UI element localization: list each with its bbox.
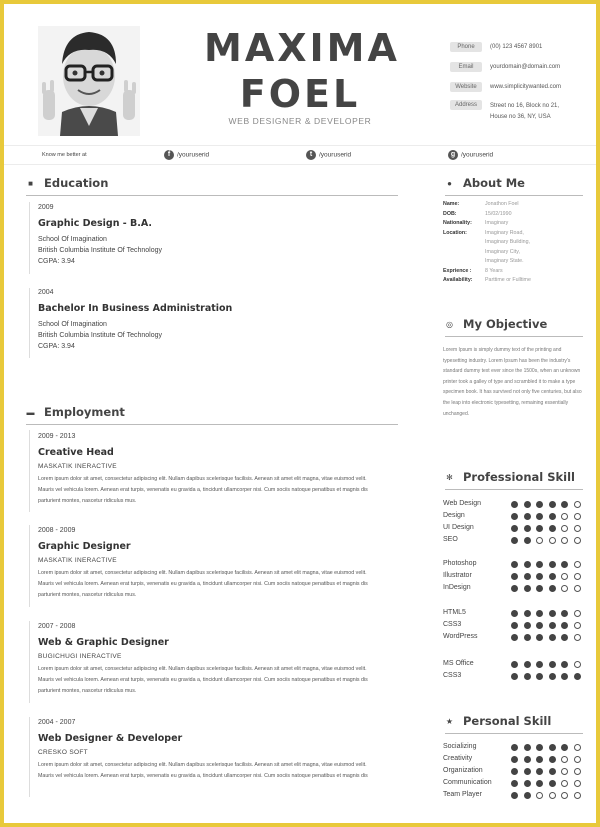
last-name: FOEL — [239, 72, 361, 116]
personal-skill-heading — [445, 714, 583, 730]
about-key: Location: — [443, 229, 467, 236]
rating-dot — [511, 744, 518, 751]
rating-dot — [574, 610, 581, 617]
rating-dot — [549, 610, 556, 617]
email-value[interactable]: yourdomain@domain.com — [490, 64, 561, 70]
contact-label: Website — [450, 82, 482, 92]
job-description — [38, 664, 398, 697]
rating-dot — [524, 756, 531, 763]
edu-place: British Columbia Institute Of Technology — [38, 247, 162, 254]
gear-icon: ✻ — [446, 473, 453, 482]
skill-row — [443, 632, 593, 644]
objective-title: My Objective — [463, 317, 548, 331]
desc-line: Mauris vel vehicula lorem. Aenean erat turpis, venenatis eu gravida a, tincidunt ullamcorper nisi. Cum sociis natoque penatibus et magnis dis — [38, 773, 368, 779]
heading-divider — [26, 195, 398, 196]
rating-dot — [574, 585, 581, 592]
rating-dot — [561, 501, 568, 508]
rating-dot — [511, 661, 518, 668]
job-title: Web Designer & Developer — [38, 733, 183, 744]
first-name: MAXIMA — [204, 26, 400, 70]
about-value: Parttime or Fulltime — [485, 277, 531, 283]
skill-row — [443, 659, 593, 671]
about-key: Exprience : — [443, 267, 472, 274]
skill-row — [443, 754, 593, 766]
job-title: Web & Graphic Designer — [38, 637, 169, 648]
rating-dot — [574, 622, 581, 629]
job-description — [38, 760, 398, 782]
about-value: 15/02/1990 — [485, 210, 512, 217]
desc-line: Mauris vel vehicula lorem. Aenean erat turpis, venenatis eu gravida a, tincidunt ullamcorper nisi. Cum sociis natoque penatibus et magnis dis — [38, 677, 368, 683]
twitter-link[interactable] — [306, 150, 351, 161]
rating-dot — [524, 661, 531, 668]
rating-dot — [574, 744, 581, 751]
rating-dot — [511, 673, 518, 680]
job-company: MASKATIK INERACTIVE — [38, 557, 117, 564]
desc-line: Mauris vel vehicula lorem. Aenean erat turpis, venenatis eu gravida a, tincidunt ullamcorper nisi. Cum sociis natoque penatibus et magnis dis — [38, 487, 368, 493]
rating-dot — [511, 792, 518, 799]
rating-dot — [561, 573, 568, 580]
rating-dot — [561, 792, 568, 799]
rating-dot — [561, 744, 568, 751]
about-value: Imaginary City, — [485, 248, 520, 255]
rating-dot — [511, 537, 518, 544]
desc-line: Lorem ipsum dolor sit amet, consectetur adipiscing elit. Nullam dapibus scelerisque facilisis. Aenean sit amet elit magna, vitae euismod velit. — [38, 476, 367, 482]
book-icon: ■ — [28, 179, 33, 188]
rating-dot — [511, 501, 518, 508]
rating-dot — [549, 634, 556, 641]
rating-dot — [511, 573, 518, 580]
about-value: Imaginary Building, — [485, 239, 531, 245]
edu-year: 2009 — [38, 204, 54, 211]
edu-gpa: CGPA: 3.94 — [38, 258, 75, 265]
rating-dot — [574, 673, 581, 680]
rating-dot — [524, 525, 531, 532]
job-company: BUGICHUGI INERACTIVE — [38, 653, 122, 660]
rating-dot — [536, 561, 543, 568]
skill-row — [443, 535, 593, 547]
contact-label: Email — [450, 62, 482, 72]
profile-photo — [38, 26, 140, 136]
rating-dot — [536, 768, 543, 775]
address-line-1: Street no 16, Block no 21, — [490, 103, 560, 109]
target-icon: ◎ — [446, 320, 453, 329]
website-value[interactable]: www.simplicitywanted.com — [490, 84, 562, 90]
rating-dot — [524, 561, 531, 568]
desc-line: Mauris vel vehicula lorem. Aenean erat turpis, venenatis eu gravida a, tincidunt ullamcorper nisi. Cum sociis natoque penatibus et magnis dis — [38, 581, 368, 587]
skill-row — [443, 559, 593, 571]
skill-name: InDesign — [443, 584, 471, 591]
facebook-handle: /youruserid — [177, 151, 210, 159]
rating-dot — [549, 573, 556, 580]
skill-row — [443, 620, 593, 632]
timeline-line — [29, 430, 30, 512]
rating-dot — [536, 673, 543, 680]
rating-dot — [524, 673, 531, 680]
timeline-line — [29, 621, 30, 703]
skill-name: Organization — [443, 767, 483, 774]
job-years: 2009 - 2013 — [38, 433, 76, 440]
rating-dot — [524, 792, 531, 799]
employment-heading — [26, 405, 398, 421]
rating-dot — [574, 756, 581, 763]
skill-name: Photoshop — [443, 560, 477, 567]
about-value: Imaginary Road, — [485, 229, 524, 236]
edu-school: School Of Imagination — [38, 236, 107, 243]
rating-dot — [536, 780, 543, 787]
rating-dot — [549, 501, 556, 508]
heading-divider — [445, 195, 583, 196]
timeline-line — [29, 202, 30, 274]
personal-skill-title: Personal Skill — [463, 714, 552, 728]
rating-dot — [549, 673, 556, 680]
about-value: Imaginary State. — [485, 258, 524, 264]
rating-dot — [524, 537, 531, 544]
rating-dot — [561, 634, 568, 641]
job-title: Graphic Designer — [38, 541, 131, 552]
rating-dot — [524, 501, 531, 508]
contact-label: Phone — [450, 42, 482, 52]
phone-value: (00) 123 4567 8901 — [490, 44, 543, 50]
rating-dot — [536, 744, 543, 751]
rating-dot — [549, 513, 556, 520]
skill-name: Socializing — [443, 743, 477, 750]
skill-row — [443, 766, 593, 778]
facebook-icon: f — [164, 150, 174, 160]
edu-title: Graphic Design - B.A. — [38, 218, 152, 229]
google-plus-handle: /youruserid — [461, 151, 494, 159]
avatar-illustration — [38, 26, 140, 136]
rating-dot — [536, 501, 543, 508]
about-key: Nationality: — [443, 220, 472, 226]
edu-title: Bachelor In Business Administration — [38, 303, 233, 314]
education-title: Education — [44, 176, 109, 190]
timeline-line — [29, 288, 30, 358]
professional-skill-title: Professional Skill — [463, 470, 575, 484]
rating-dot — [561, 525, 568, 532]
social-bar — [4, 145, 596, 165]
rating-dot — [511, 756, 518, 763]
skill-row — [443, 742, 593, 754]
rating-dot — [524, 768, 531, 775]
skill-name: WordPress — [443, 633, 478, 640]
edu-year: 2004 — [38, 289, 54, 296]
rating-dot — [524, 780, 531, 787]
rating-dot — [511, 561, 518, 568]
heading-divider — [445, 489, 583, 490]
rating-dot — [536, 585, 543, 592]
skill-name: Communication — [443, 779, 492, 786]
rating-dot — [524, 573, 531, 580]
rating-dot — [524, 744, 531, 751]
skill-name: CSS3 — [443, 672, 462, 679]
desc-line: Lorem ipsum dolor sit amet, consectetur adipiscing elit. Nullam dapibus scelerisque facilisis. Aenean sit amet elit magna, vitae euismod velit. — [38, 762, 367, 768]
skill-name: Web Design — [443, 500, 482, 507]
skill-row — [443, 523, 593, 535]
skill-name: Design — [443, 512, 465, 519]
rating-dot — [536, 525, 543, 532]
rating-dot — [536, 792, 543, 799]
objective-heading — [445, 317, 583, 333]
about-value: Imaginary — [485, 220, 509, 226]
heading-divider — [26, 424, 398, 425]
rating-dot — [561, 537, 568, 544]
rating-dot — [511, 634, 518, 641]
objective-text: Lorem Ipsum is simply dummy text of the printing and typesetting industry. Lorem Ipsum has been the industry's standard dummy text ever since the 1500s, when an unknown printer took a galley of type and scrambled it to make a type specimen book. It has survived not only five centuries, but also the leap into electronic typesetting, remaining essentially unchanged. — [443, 347, 582, 417]
rating-dot — [574, 768, 581, 775]
about-key: DOB: — [443, 210, 457, 217]
timeline-line — [29, 525, 30, 607]
job-title: WEB DESIGNER & DEVELOPER — [228, 116, 372, 126]
job-company: MASKATIK INERACTIVE — [38, 463, 117, 470]
rating-dot — [524, 513, 531, 520]
rating-dot — [549, 622, 556, 629]
about-heading — [445, 176, 583, 192]
skill-row — [443, 583, 593, 595]
rating-dot — [574, 525, 581, 532]
skill-name: HTML5 — [443, 609, 466, 616]
rating-dot — [536, 513, 543, 520]
resume-page — [4, 4, 596, 823]
rating-dot — [561, 622, 568, 629]
rating-dot — [524, 585, 531, 592]
rating-dot — [511, 525, 518, 532]
rating-dot — [574, 561, 581, 568]
skill-row — [443, 608, 593, 620]
desc-line: parturient montes, nascetur ridiculus mus. — [38, 688, 137, 694]
contact-label: Address — [450, 100, 482, 110]
address-line-2: House no 36, NY, USA — [490, 114, 551, 120]
skill-row — [443, 571, 593, 583]
star-icon: ★ — [445, 717, 454, 726]
skill-name: SEO — [443, 536, 458, 543]
rating-dot — [561, 661, 568, 668]
skill-name: Creativity — [443, 755, 473, 762]
rating-dot — [549, 756, 556, 763]
skill-row — [443, 671, 593, 683]
rating-dot — [561, 513, 568, 520]
skill-name: Team Player — [443, 791, 482, 798]
rating-dot — [549, 525, 556, 532]
rating-dot — [511, 768, 518, 775]
skill-row — [443, 499, 593, 511]
rating-dot — [524, 610, 531, 617]
rating-dot — [561, 756, 568, 763]
rating-dot — [574, 513, 581, 520]
about-key: Name: — [443, 201, 460, 207]
briefcase-icon: ▬ — [26, 408, 35, 417]
rating-dot — [511, 610, 518, 617]
rating-dot — [574, 780, 581, 787]
timeline-line — [29, 717, 30, 797]
rating-dot — [561, 673, 568, 680]
rating-dot — [524, 634, 531, 641]
rating-dot — [549, 744, 556, 751]
job-years: 2007 - 2008 — [38, 623, 76, 630]
edu-school: School Of Imagination — [38, 321, 107, 328]
rating-dot — [536, 610, 543, 617]
job-description — [38, 474, 398, 507]
skill-row — [443, 511, 593, 523]
rating-dot — [536, 634, 543, 641]
rating-dot — [536, 661, 543, 668]
rating-dot — [561, 610, 568, 617]
heading-divider — [445, 336, 583, 337]
rating-dot — [561, 768, 568, 775]
rating-dot — [536, 537, 543, 544]
skill-row — [443, 790, 593, 802]
rating-dot — [549, 780, 556, 787]
rating-dot — [549, 537, 556, 544]
job-company: CRESKO SOFT — [38, 749, 88, 756]
social-intro: Know me better at — [42, 152, 87, 158]
job-years: 2008 - 2009 — [38, 527, 76, 534]
rating-dot — [549, 661, 556, 668]
rating-dot — [536, 756, 543, 763]
about-key: Availability: — [443, 277, 473, 283]
desc-line: Lorem ipsum dolor sit amet, consectetur adipiscing elit. Nullam dapibus scelerisque facilisis. Aenean sit amet elit magna, vitae euismod velit. — [38, 570, 367, 576]
rating-dot — [549, 561, 556, 568]
skill-row — [443, 778, 593, 790]
job-description — [38, 568, 398, 601]
facebook-link[interactable] — [164, 150, 209, 161]
desc-line: parturient montes, nascetur ridiculus mus. — [38, 498, 137, 504]
rating-dot — [524, 622, 531, 629]
rating-dot — [574, 573, 581, 580]
skill-name: Illustrator — [443, 572, 472, 579]
about-value: Jonathon Foel — [485, 201, 519, 207]
job-years: 2004 - 2007 — [38, 719, 76, 726]
heading-divider — [445, 733, 583, 734]
rating-dot — [511, 513, 518, 520]
rating-dot — [511, 780, 518, 787]
rating-dot — [511, 585, 518, 592]
rating-dot — [511, 622, 518, 629]
rating-dot — [561, 561, 568, 568]
rating-dot — [536, 622, 543, 629]
skill-name: MS Office — [443, 660, 474, 667]
job-title: Creative Head — [38, 447, 114, 458]
rating-dot — [561, 780, 568, 787]
google-plus-icon: g — [448, 150, 458, 160]
google-plus-link[interactable] — [448, 150, 493, 161]
skill-name: UI Design — [443, 524, 474, 531]
rating-dot — [574, 792, 581, 799]
rating-dot — [536, 573, 543, 580]
employment-title: Employment — [44, 405, 125, 419]
about-value: 8 Years — [485, 267, 503, 274]
rating-dot — [549, 792, 556, 799]
rating-dot — [561, 585, 568, 592]
professional-skill-heading — [445, 470, 583, 486]
edu-place: British Columbia Institute Of Technology — [38, 332, 162, 339]
twitter-handle: /youruserid — [319, 151, 352, 159]
desc-line: parturient montes, nascetur ridiculus mus. — [38, 592, 137, 598]
education-heading — [26, 176, 398, 192]
user-icon: ● — [447, 179, 452, 188]
rating-dot — [549, 768, 556, 775]
rating-dot — [574, 661, 581, 668]
desc-line: Lorem ipsum dolor sit amet, consectetur adipiscing elit. Nullam dapibus scelerisque facilisis. Aenean sit amet elit magna, vitae euismod velit. — [38, 666, 367, 672]
skill-name: CSS3 — [443, 621, 462, 628]
rating-dot — [574, 634, 581, 641]
rating-dot — [574, 537, 581, 544]
rating-dot — [574, 501, 581, 508]
rating-dot — [549, 585, 556, 592]
about-title: About Me — [463, 176, 525, 190]
twitter-icon: t — [306, 150, 316, 160]
edu-gpa: CGPA: 3.94 — [38, 343, 75, 350]
